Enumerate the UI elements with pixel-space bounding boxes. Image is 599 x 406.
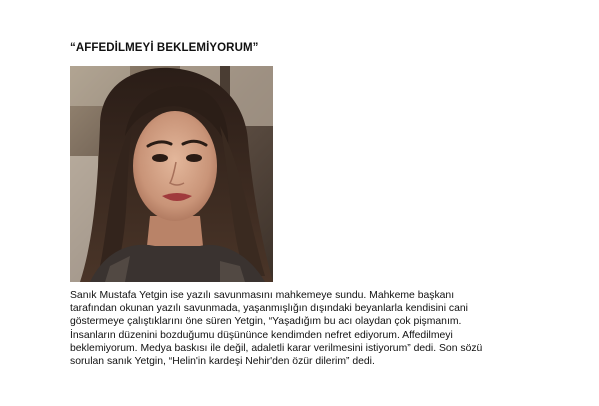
body-line: beklemiyorum. Medya baskısı ile değil, adaletli karar verilmesini istiyorum” dedi. Son sözü [70, 342, 483, 354]
portrait-photo [70, 66, 273, 282]
portrait-photo-illustration [70, 66, 273, 282]
body-line: göstermeye çalıştıklarını öne süren Yetgin, “Yaşadığım bu acı olaydan çok pişmanım. [70, 316, 462, 328]
body-line: İnsanların düzenini bozduğumu düşününce kendimden nefret ediyorum. Affedilmeyi [70, 329, 453, 341]
article-heading: “AFFEDİLMEYİ BEKLEMİYORUM” [70, 42, 259, 54]
body-line: tarafından okunan yazılı savunmada, yaşanmışlığın dışındaki beyanlarla kendisini cani [70, 303, 468, 315]
body-line: sorulan sanık Yetgin, “Helin'in kardeşi Nehir'den özür dilerim” dedi. [70, 356, 375, 368]
article-body [70, 289, 540, 368]
body-line: Sanık Mustafa Yetgin ise yazılı savunmasını mahkemeye sundu. Mahkeme başkanı [70, 290, 455, 301]
